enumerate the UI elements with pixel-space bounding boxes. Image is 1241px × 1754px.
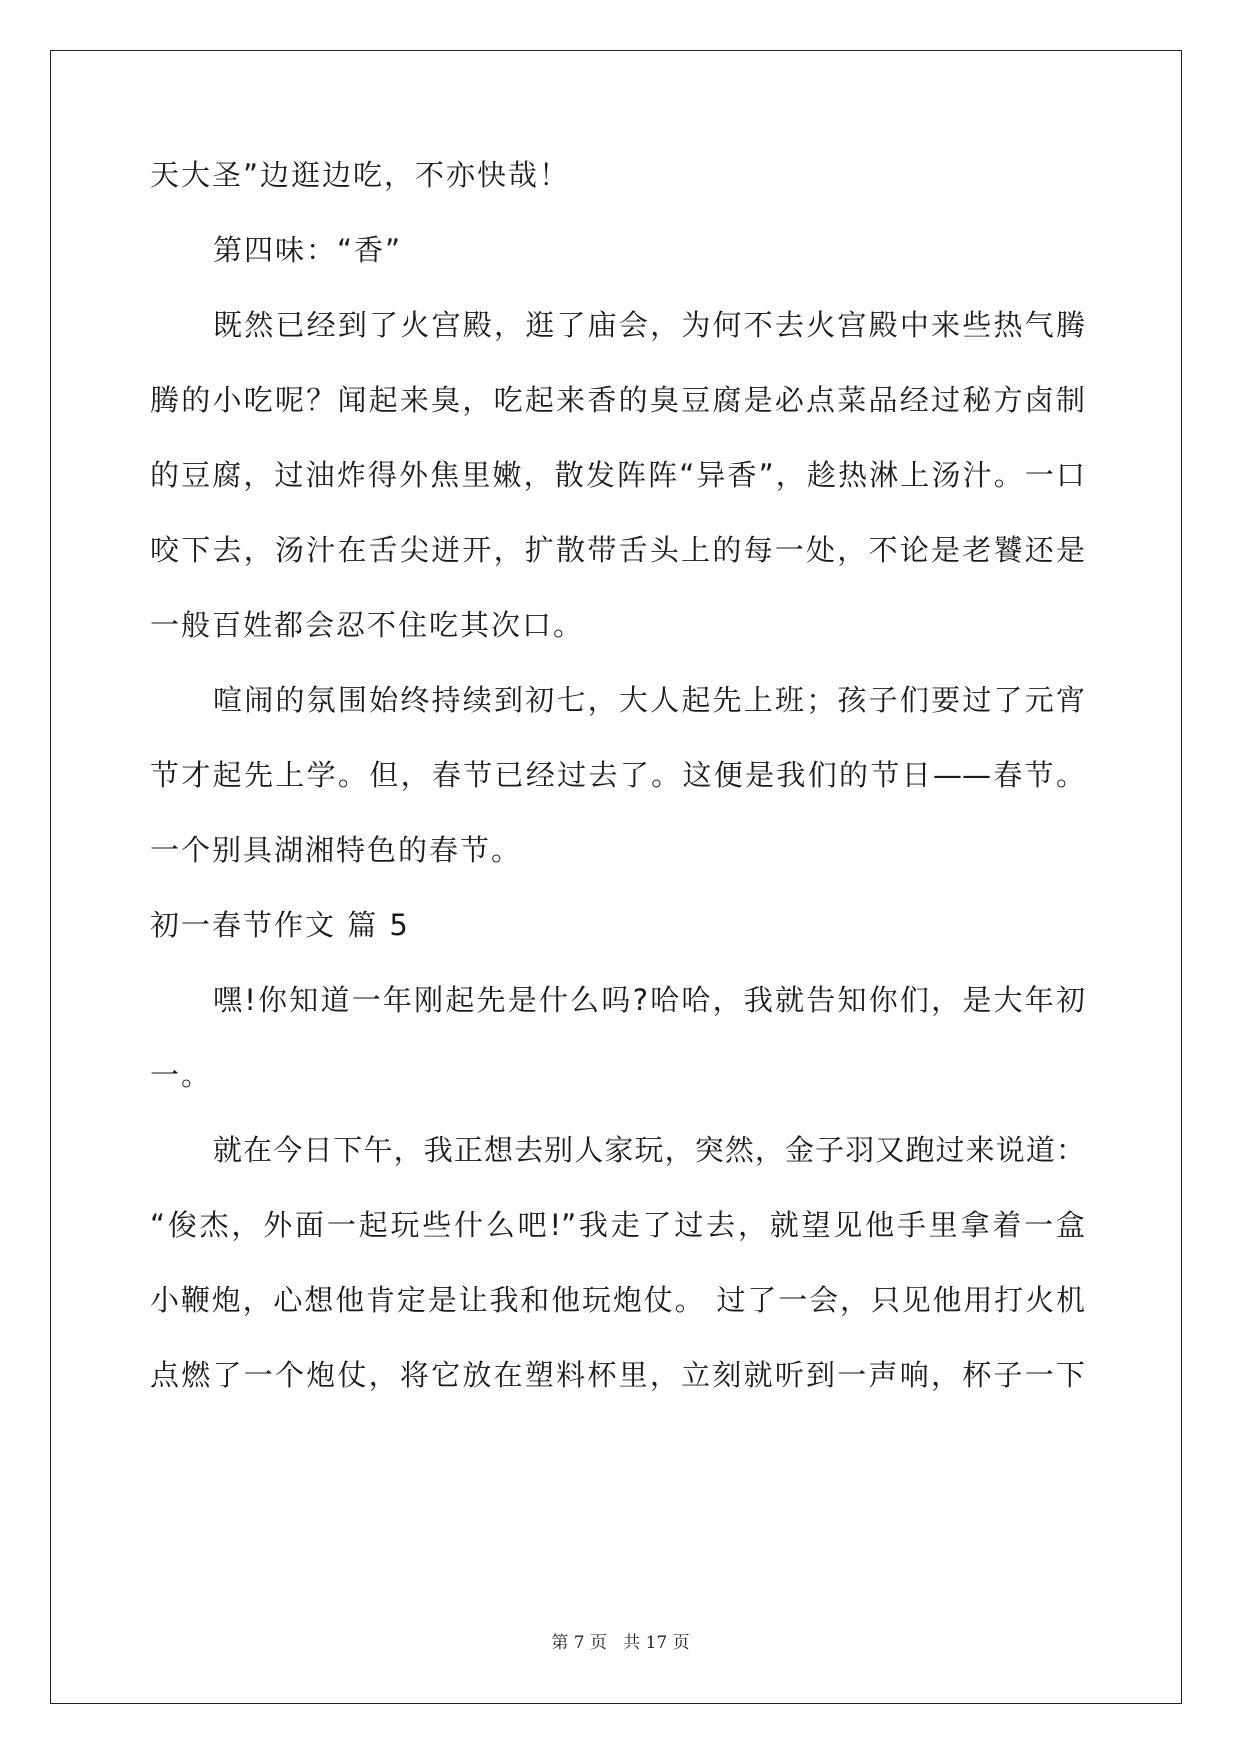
text-line: 一个别具湖湘特色的春节。 bbox=[150, 833, 523, 867]
text-line: 小鞭炮，心想他肯定是让我和他玩炮仗。 过了一会，只见他用打火机 bbox=[150, 1283, 1085, 1317]
text-line: 腾的小吃呢？闻起来臭，吃起来香的臭豆腐是必点菜品经过秘方卤制 bbox=[150, 383, 1085, 417]
text-line: “俊杰，外面一起玩些什么吧!”我走了过去，就望见他手里拿着一盒 bbox=[150, 1208, 1085, 1242]
text-line: 咬下去，汤汁在舌尖迸开，扩散带舌头上的每一处，不论是老饕还是 bbox=[150, 533, 1085, 567]
essay-title: 初一春节作文 篇 5 bbox=[150, 908, 410, 942]
text-line: 喧闹的氛围始终持续到初七，大人起先上班；孩子们要过了元宵 bbox=[213, 683, 1085, 717]
text-line: 一般百姓都会忍不住吃其次口。 bbox=[150, 608, 585, 642]
text-line: 点燃了一个炮仗，将它放在塑料杯里，立刻就听到一声响，杯子一下 bbox=[150, 1358, 1085, 1392]
text-line: 就在今日下午，我正想去别人家玩，突然，金子羽又跑过来说道： bbox=[213, 1133, 1085, 1167]
text-line: 既然已经到了火宫殿，逛了庙会，为何不去火宫殿中来些热气腾 bbox=[213, 308, 1085, 342]
section-heading-fourth-flavor: 第四味：“香” bbox=[213, 233, 403, 267]
text-line: 天大圣”边逛边吃，不亦快哉！ bbox=[150, 158, 571, 192]
text-line: 节才起先上学。但，春节已经过去了。这便是我们的节日——春节。 bbox=[150, 758, 1085, 792]
text-line: 的豆腐，过油炸得外焦里嫩，散发阵阵“异香”，趁热淋上汤汁。一口 bbox=[150, 458, 1085, 492]
document-body bbox=[150, 160, 1085, 1435]
page-number: 第 7 页 共 17 页 bbox=[551, 1633, 690, 1653]
text-line: 嘿!你知道一年刚起先是什么吗?哈哈，我就告知你们，是大年初 bbox=[213, 983, 1085, 1017]
text-line: 一。 bbox=[150, 1058, 213, 1092]
